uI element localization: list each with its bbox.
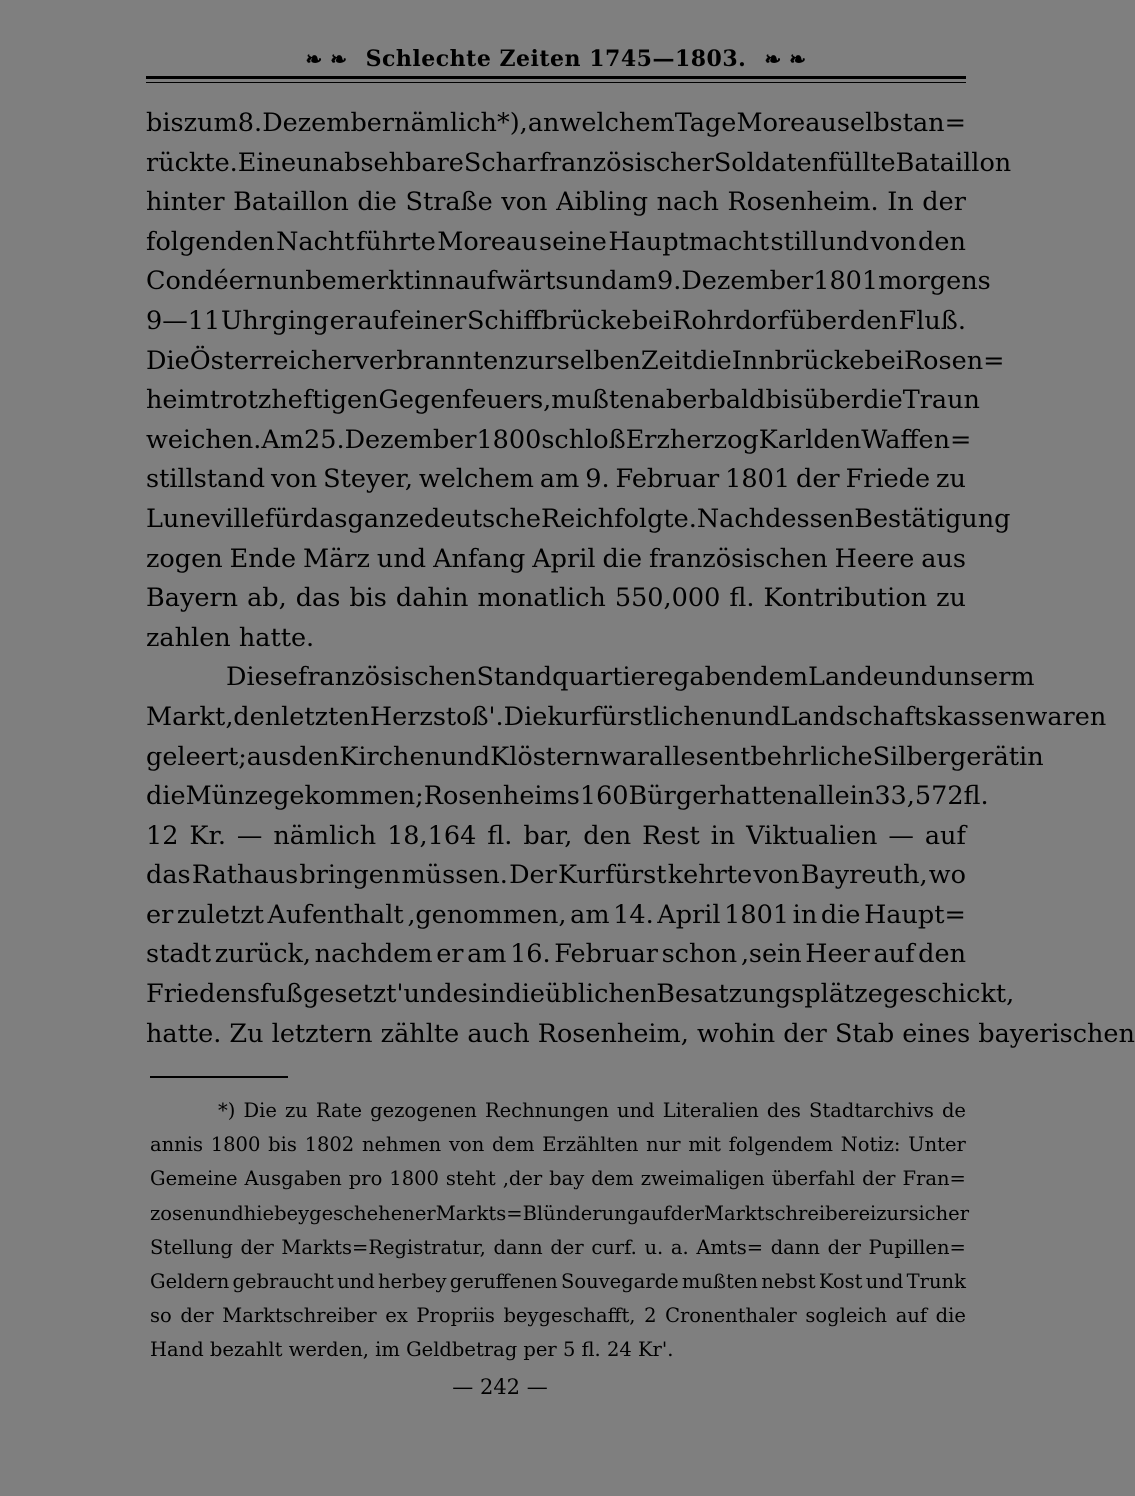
text-line: Markt ‚den letzten Herzstoß'. Die kurfürstlichen und Landschaftskassen waren xyxy=(146,701,1107,732)
footnote-line: Geldern gebraucht und herbey geruffenen Souvegarde mußten nebst Kost und Trunk xyxy=(150,1269,966,1293)
text-line: 9—11 Uhr ging er auf einer Schiffbrücke bei Rohrdorf über den Fluß. xyxy=(146,305,966,336)
footnote xyxy=(150,1094,970,1368)
text-line: stillstand von Steyer, welchem am 9. Februar 1801 der Friede zu xyxy=(146,464,966,495)
text-line: heim trotz heftigen Gegenfeuers, mußten aber bald bis über die Traun xyxy=(146,385,980,416)
footnote-line: Gemeine Ausgaben pro 1800 steht ‚der bay dem zweimaligen überfahl der Fran= xyxy=(150,1167,966,1191)
running-header xyxy=(146,44,966,74)
text-line: weichen. Am 25. Dezember 1800 schloß Erzherzog Karl den Waffen= xyxy=(146,424,972,455)
footnote-line: zosen und hiebeygeschehener Markts=Blünderung auf der Marktschreiberei zur sicher xyxy=(150,1201,970,1225)
page-number: — 242 — xyxy=(452,1375,548,1399)
text-line: Luneville für das ganze deutsche Reich folgte. Nach dessen Bestätigung xyxy=(146,503,1011,534)
footnote-line: Stellung der Markts=Registratur, dann der curf. u. a. Amts= dann der Pupillen= xyxy=(150,1235,966,1259)
text-line: hinter Bataillon die Straße von Aibling nach Rosenheim. In der xyxy=(146,187,966,218)
header-rule-thin xyxy=(146,82,966,83)
text-line: zogen Ende März und Anfang April die französischen Heere aus xyxy=(146,543,966,574)
text-line: Die Österreicher verbrannten zur selben Zeit die Innbrücke bei Rosen= xyxy=(146,345,1005,376)
footnote-line: annis 1800 bis 1802 nehmen von dem Erzählten nur mit folgendem Notiz: Unter xyxy=(150,1133,966,1157)
footnote-line: *) Die zu Rate gezogenen Rechnungen und Literalien des Stadtarchivs de xyxy=(218,1099,966,1122)
footnote-separator xyxy=(150,1076,288,1078)
text-line: folgenden Nacht führte Moreau seine Hauptmacht still und von den xyxy=(146,226,966,257)
text-line: das Rathaus bringen müssen. Der Kurfürst kehrte von Bayreuth, wo xyxy=(146,860,966,891)
text-line: Condéern unbemerkt innaufwärts und am 9. Dezember 1801 morgens xyxy=(146,266,991,297)
footnote-line: Hand bezahlt werden, im Geldbetrag per 5 fl. 24 Kr'. xyxy=(150,1338,674,1362)
text-line: rückte. Eine unabsehbare Schar französischer Soldaten füllte Bataillon xyxy=(146,147,1012,178)
text-line: stadt zurück, nachdem er am 16. Februar schon ‚sein Heer auf den xyxy=(146,939,966,970)
text-line: geleert; aus den Kirchen und Klöstern war alles entbehrliche Silbergerät in xyxy=(146,741,1044,772)
text-line: 12 Kr. — nämlich 18,164 fl. bar, den Rest in Viktualien — auf xyxy=(146,820,966,851)
text-line: Bayern ab, das bis dahin monatlich 550,000 fl. Kontribution zu xyxy=(146,583,966,614)
running-title: Schlechte Zeiten 1745—1803. xyxy=(365,46,747,72)
text-line: hatte. Zu letztern zählte auch Rosenheim, wohin der Stab eines bayerischen xyxy=(146,1018,1135,1049)
body-text xyxy=(146,104,1135,1054)
text-line: Friedensfuß gesetzt' und es in die üblichen Besatzungsplätze geschickt, xyxy=(146,979,1015,1010)
text-line: zahlen hatte. xyxy=(146,622,315,653)
ornament-right-icon: ❧ ❧ xyxy=(764,47,807,71)
text-line: Diese französischen Standquartiere gaben dem Lande und unserm xyxy=(226,662,1035,693)
ornament-left-icon: ❧ ❧ xyxy=(305,47,348,71)
text-line: er zuletzt Aufenthalt ‚genommen, am 14. April 1801 in die Haupt= xyxy=(146,899,966,930)
text-line: die Münze gekommen; Rosenheims 160 Bürger hatten allein 33,572 fl. xyxy=(146,781,989,812)
footnote-line: so der Marktschreiber ex Propriis beygeschafft, 2 Cronenthaler sogleich auf die xyxy=(150,1304,966,1328)
text-line: bis zum 8. Dezember nämlich*), an welchem Tage Moreau selbst an= xyxy=(146,108,966,138)
header-rule-thick xyxy=(146,76,966,79)
